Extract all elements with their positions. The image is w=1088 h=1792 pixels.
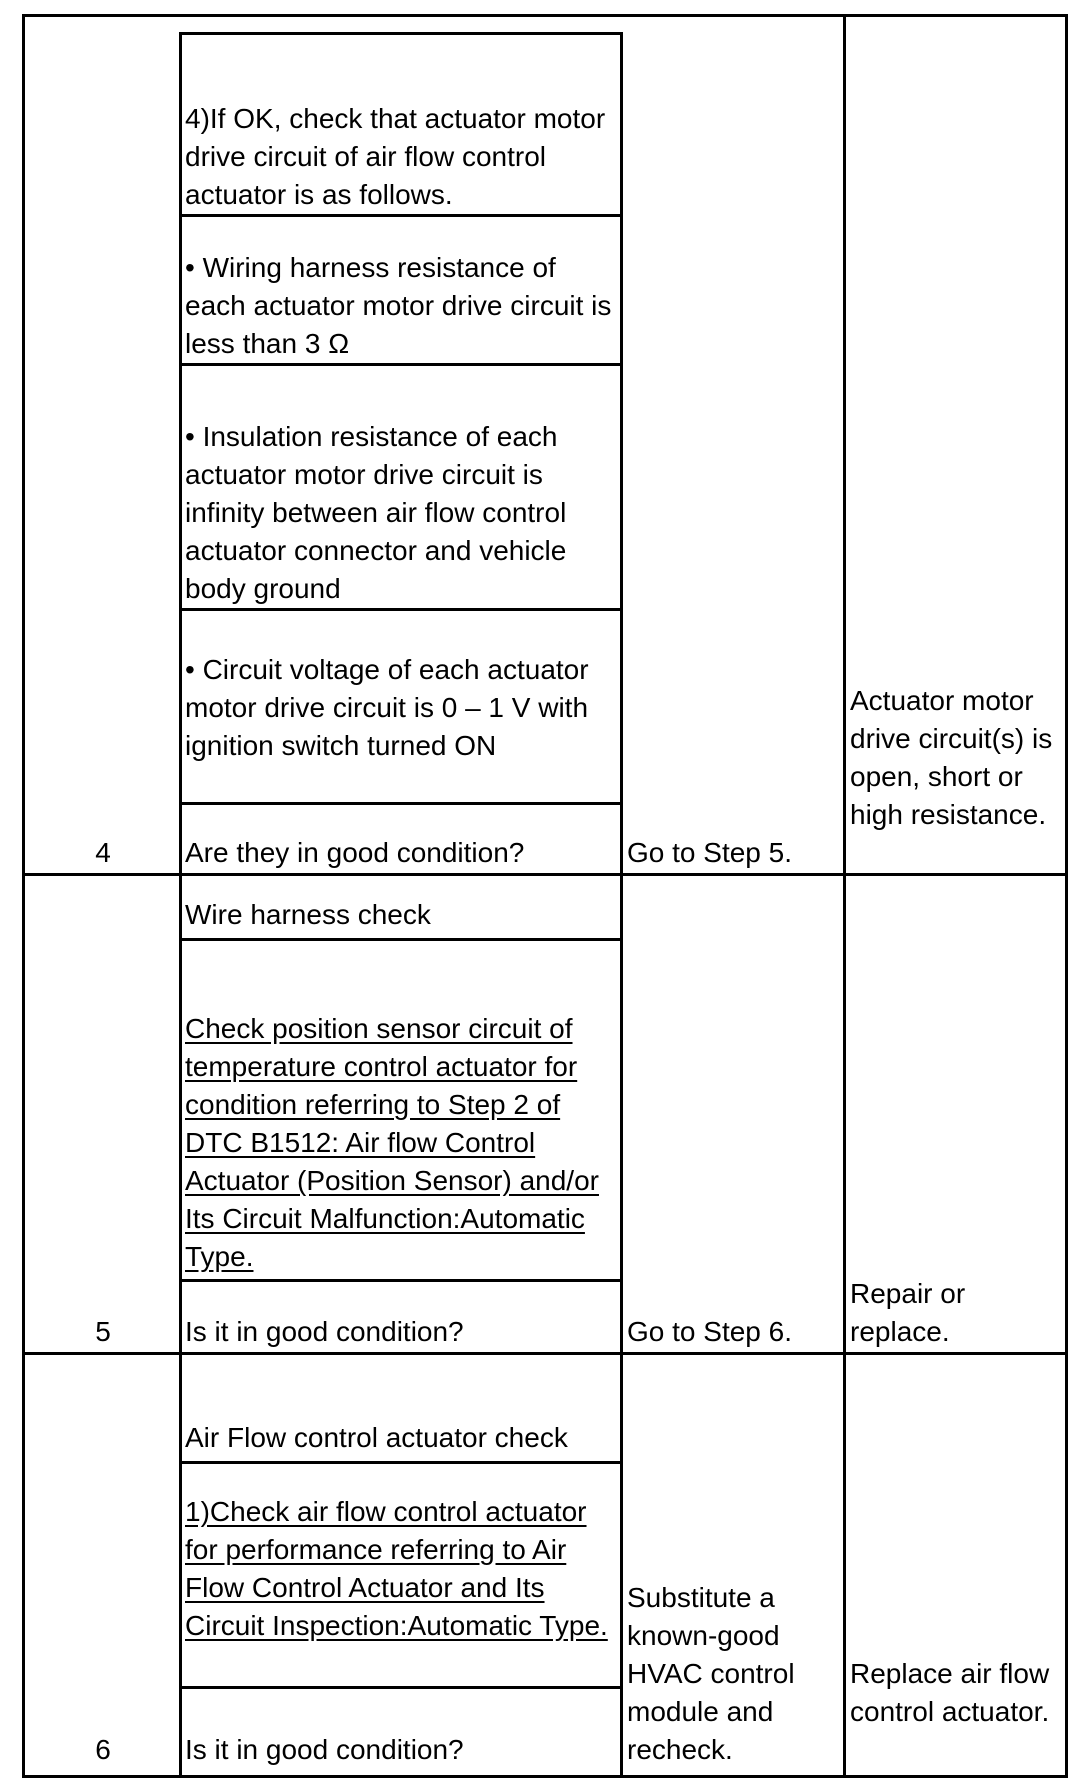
action-instruction: • Circuit voltage of each actuator motor drive circuit is 0 – 1 V with ignition switch turned ON <box>185 654 589 761</box>
action-divider <box>179 938 623 941</box>
step-number: 4 <box>95 837 111 868</box>
action-box-top <box>179 32 623 35</box>
column-divider-yes <box>843 14 846 1778</box>
no-result: Actuator motor drive circuit(s) is open, short or high resistance. <box>850 685 1053 830</box>
action-divider <box>179 363 623 366</box>
action-title: Air Flow control actuator check <box>185 1422 568 1453</box>
action-divider <box>179 1279 623 1282</box>
table-border-top <box>22 14 1068 17</box>
action-divider <box>179 608 623 611</box>
step-number: 5 <box>95 1316 111 1347</box>
row-divider-5-6 <box>22 1352 1068 1355</box>
yes-result: Substitute a known-good HVAC control module and recheck. <box>627 1582 795 1765</box>
action-instruction: • Wiring harness resistance of each actuator motor drive circuit is less than 3 Ω <box>185 252 612 359</box>
action-question: Is it in good condition? <box>185 1316 464 1347</box>
action-question: Is it in good condition? <box>185 1734 464 1765</box>
action-divider <box>179 802 623 805</box>
table-border-right <box>1065 14 1068 1778</box>
action-instruction: • Insulation resistance of each actuator motor drive circuit is infinity between air flow control actuator connector and vehicle body ground <box>185 421 567 604</box>
action-title: Wire harness check <box>185 899 431 930</box>
action-instruction-link[interactable]: 1)Check air flow control actuator for performance referring to Air Flow Control Actuator and Its Circuit Inspection:Automatic Type. <box>185 1496 608 1641</box>
no-result: Replace air flow control actuator. <box>850 1658 1050 1727</box>
row-divider-4-5 <box>22 873 1068 876</box>
action-divider <box>179 1461 623 1464</box>
action-divider <box>179 1686 623 1689</box>
yes-result: Go to Step 6. <box>627 1316 792 1347</box>
action-divider <box>179 214 623 217</box>
step-number: 6 <box>95 1734 111 1765</box>
action-instruction: 4)If OK, check that actuator motor drive circuit of air flow control actuator is as follows. <box>185 103 606 210</box>
table-border-left <box>22 14 25 1778</box>
column-divider-action <box>620 32 623 1778</box>
no-result: Repair or replace. <box>850 1278 966 1347</box>
action-question: Are they in good condition? <box>185 837 525 868</box>
column-divider-step <box>179 32 182 1778</box>
action-instruction-link[interactable]: Check position sensor circuit of temperature control actuator for condition referring to Step 2 of DTC B1512: Air flow Control Actuator (Position Sensor) and/or Its Circuit Malfunction:Automatic Type. <box>185 1013 599 1272</box>
yes-result: Go to Step 5. <box>627 837 792 868</box>
